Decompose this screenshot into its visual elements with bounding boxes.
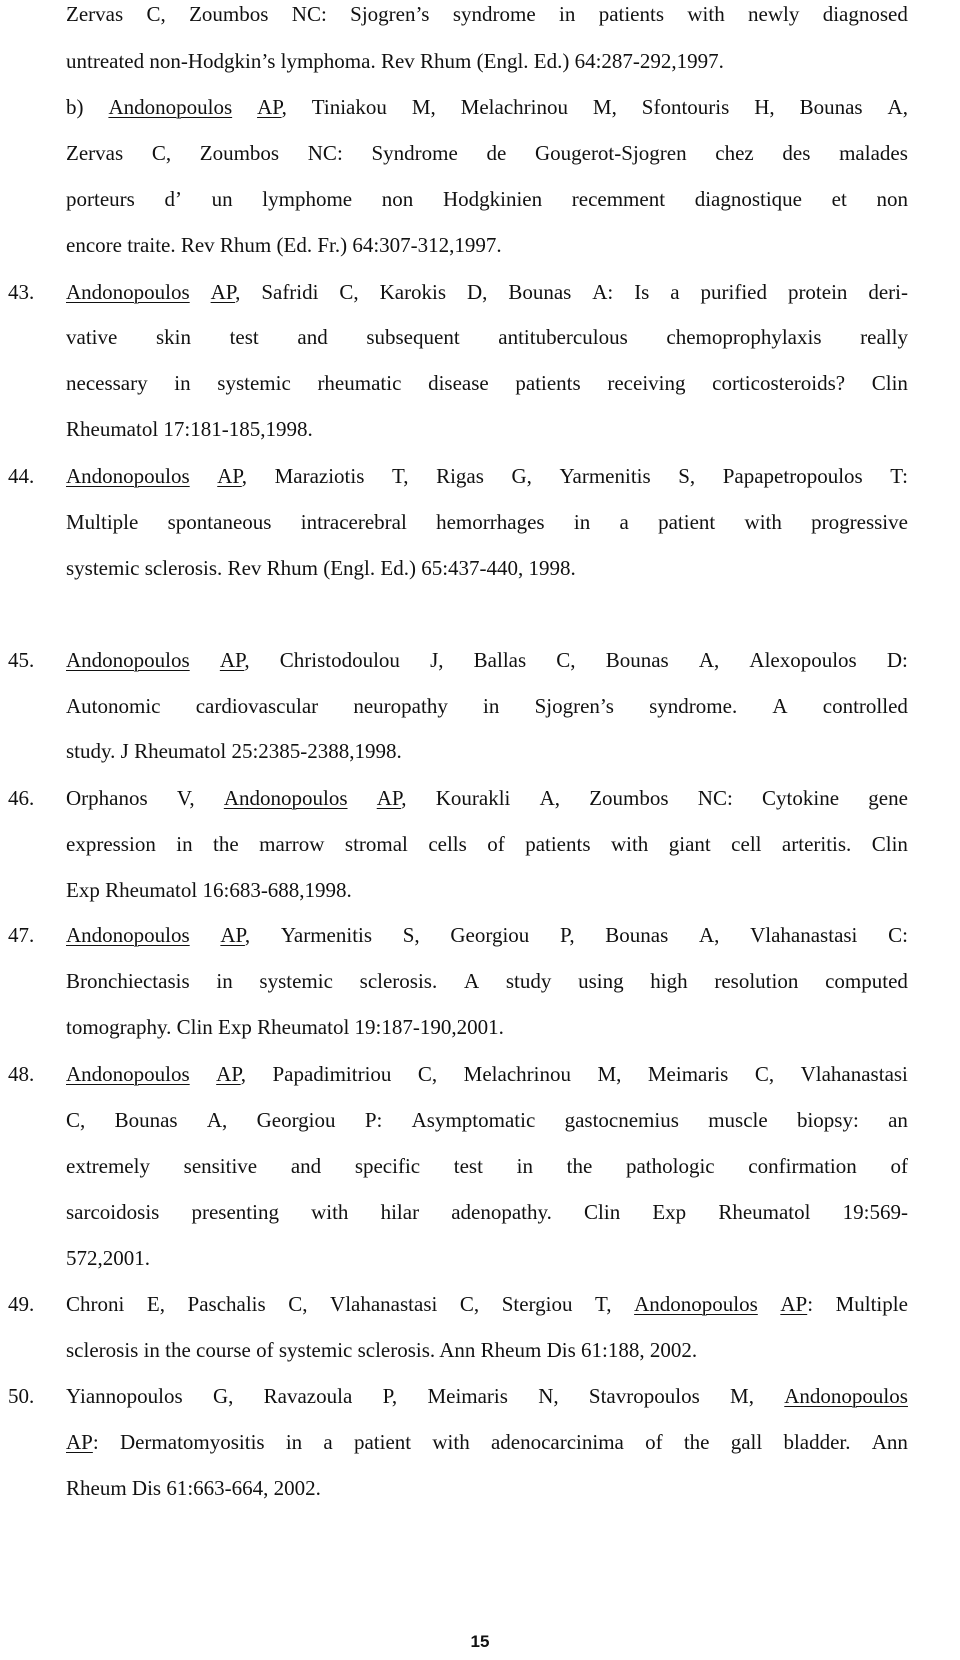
word: Meimaris: [647, 1062, 729, 1086]
word: T,: [391, 464, 409, 488]
word: AP:: [780, 1292, 814, 1316]
word: Bounas: [508, 280, 572, 304]
word: Stavropoulos: [588, 1384, 700, 1408]
author-highlight: AP: [780, 1292, 808, 1316]
word: P,: [382, 1384, 398, 1408]
word: of: [645, 1430, 663, 1454]
word: C,: [339, 280, 359, 304]
word: confirmation: [748, 1154, 857, 1178]
author-highlight: Andonopoulos: [784, 1384, 908, 1408]
reference-line: encore traite. Rev Rhum (Ed. Fr.) 64:307-312,1997.: [66, 233, 502, 257]
word: stromal: [344, 832, 408, 856]
word: J,: [430, 648, 444, 672]
word: vative: [66, 325, 118, 349]
reference-line: [66, 371, 908, 395]
word: Vlahanastasi: [800, 1062, 908, 1086]
reference-number: 50.: [8, 1384, 35, 1408]
author-highlight: AP: [257, 95, 282, 119]
word: NC:: [307, 141, 343, 165]
word: patient: [353, 1430, 412, 1454]
author-highlight: AP: [220, 923, 245, 947]
word: P,: [560, 923, 575, 947]
word: Hodgkinien: [442, 187, 543, 211]
word: Multiple: [835, 1292, 908, 1316]
word: in: [516, 1154, 533, 1178]
reference-line: Exp Rheumatol 16:683-688,1998.: [66, 878, 352, 902]
word: Cytokine: [762, 786, 840, 810]
word: Asymptomatic: [411, 1108, 536, 1132]
word: C,: [151, 141, 172, 165]
word: Zervas: [66, 141, 124, 165]
word: M,: [730, 1384, 754, 1408]
reference-line: [66, 786, 908, 810]
word: in: [559, 2, 576, 26]
reference-number: 44.: [8, 464, 35, 488]
word: study: [505, 969, 552, 993]
word: cell: [731, 832, 762, 856]
word: Sjogren’s: [534, 694, 614, 718]
reference-number: 43.: [8, 280, 35, 304]
reference-line: tomography. Clin Exp Rheumatol 19:187-190,2001.: [66, 1015, 504, 1039]
reference-line: [66, 648, 908, 672]
word: Melachrinou: [463, 1062, 571, 1086]
word: Chroni: [66, 1292, 125, 1316]
word: A,: [539, 786, 561, 810]
word: A:: [592, 280, 614, 304]
word: Ravazoula: [263, 1384, 353, 1408]
reference-line: [66, 280, 908, 304]
author-highlight: AP: [219, 648, 245, 672]
reference-line: [66, 510, 908, 534]
word: AP,: [376, 786, 407, 810]
author-highlight: Andonopoulos: [66, 923, 190, 947]
word: AP,: [220, 923, 251, 947]
word: with: [311, 1200, 349, 1224]
word: Vlahanastasi: [750, 923, 858, 947]
word: marrow: [259, 832, 325, 856]
word: AP,: [216, 1062, 246, 1086]
word: adenocarcinima: [490, 1430, 624, 1454]
word: de: [486, 141, 507, 165]
word: AP,: [219, 648, 250, 672]
word: Autonomic: [66, 694, 161, 718]
word: Papadimitriou: [272, 1062, 392, 1086]
word: S,: [678, 464, 696, 488]
word: sensitive: [183, 1154, 258, 1178]
word: specific: [354, 1154, 421, 1178]
reference-line: [66, 1154, 908, 1178]
reference-number: 49.: [8, 1292, 35, 1316]
reference-line: [66, 464, 908, 488]
word: an: [888, 1108, 908, 1132]
word: et: [831, 187, 847, 211]
reference-line: study. J Rheumatol 25:2385-2388,1998.: [66, 739, 402, 763]
word: patients: [515, 371, 581, 395]
author-highlight: Andonopoulos: [66, 280, 190, 304]
reference-line: [66, 969, 908, 993]
word: [66, 464, 190, 488]
author-highlight: AP: [216, 1062, 241, 1086]
word: 19:569-: [842, 1200, 908, 1224]
word: resolution: [714, 969, 799, 993]
word: C,: [146, 2, 166, 26]
word: Multiple: [66, 510, 139, 534]
word: Kourakli: [435, 786, 511, 810]
word: gastocnemius: [564, 1108, 679, 1132]
word: Yiannopoulos: [66, 1384, 183, 1408]
word: adenopathy.: [451, 1200, 552, 1224]
reference-line: [66, 141, 908, 165]
word: in: [483, 694, 500, 718]
word: A,: [698, 923, 720, 947]
word: Melachrinou: [460, 95, 568, 119]
word: Ballas: [473, 648, 527, 672]
word: gall: [730, 1430, 763, 1454]
reference-line: [66, 1430, 908, 1454]
word: Yarmenitis: [280, 923, 373, 947]
reference-line: [66, 832, 908, 856]
word: AP,: [217, 464, 248, 488]
word: M,: [597, 1062, 622, 1086]
word: cells: [428, 832, 467, 856]
word: subsequent: [366, 325, 460, 349]
word: muscle: [708, 1108, 768, 1132]
author-highlight: Andonopoulos: [66, 1062, 190, 1086]
word: Dermatomyositis: [119, 1430, 265, 1454]
word: Stergiou: [501, 1292, 573, 1316]
word: S,: [402, 923, 420, 947]
reference-line: Rheum Dis 61:663-664, 2002.: [66, 1476, 321, 1500]
word: E,: [146, 1292, 165, 1316]
reference-line: [66, 2, 908, 26]
word: Meimaris: [427, 1384, 508, 1408]
reference-line: untreated non-Hodgkin’s lymphoma. Rev Rhum (Engl. Ed.) 64:287-292,1997.: [66, 49, 724, 73]
word: chemoprophylaxis: [666, 325, 822, 349]
word: A: [463, 969, 480, 993]
word: newly: [748, 2, 800, 26]
word: progressive: [811, 510, 908, 534]
word: and: [290, 1154, 322, 1178]
word: using: [578, 969, 624, 993]
word: test: [229, 325, 259, 349]
word: A,: [887, 95, 908, 119]
word: Clin: [584, 1200, 621, 1224]
word: disease: [428, 371, 489, 395]
word: malades: [839, 141, 908, 165]
word: [634, 1292, 758, 1316]
word: Bounas: [114, 1108, 178, 1132]
word: Christodoulou: [279, 648, 400, 672]
author-highlight: Andonopoulos: [108, 95, 233, 119]
reference-line: [66, 694, 908, 718]
word: un: [211, 187, 233, 211]
word: NC:: [291, 2, 327, 26]
word: NC:: [697, 786, 733, 810]
word: bladder.: [783, 1430, 851, 1454]
word: non: [876, 187, 908, 211]
word: patient: [658, 510, 716, 534]
word: test: [453, 1154, 483, 1178]
reference-number: 47.: [8, 923, 35, 947]
word: Paschalis: [187, 1292, 266, 1316]
word: [66, 1062, 190, 1086]
author-highlight: AP: [217, 464, 242, 488]
word: des: [782, 141, 811, 165]
word: M,: [411, 95, 436, 119]
author-highlight: Andonopoulos: [634, 1292, 758, 1316]
reference-line: [66, 95, 908, 119]
word: giant: [668, 832, 711, 856]
word: in: [216, 969, 233, 993]
word: diagnosed: [822, 2, 908, 26]
word: syndrome.: [649, 694, 738, 718]
word: spontaneous: [167, 510, 272, 534]
reference-line: [66, 1108, 908, 1132]
reference-number: 46.: [8, 786, 35, 810]
word: hemorrhages: [436, 510, 545, 534]
word: Tiniakou: [311, 95, 387, 119]
word: with: [687, 2, 725, 26]
word: a: [619, 510, 629, 534]
word: recemment: [571, 187, 666, 211]
word: A,: [698, 648, 720, 672]
word: skin: [155, 325, 191, 349]
word: Zoumbos: [589, 786, 669, 810]
word: computed: [825, 969, 908, 993]
word: gene: [868, 786, 908, 810]
word: D,: [467, 280, 488, 304]
word: systemic: [217, 371, 291, 395]
word: Maraziotis: [274, 464, 365, 488]
word: Vlahanastasi: [330, 1292, 438, 1316]
word: Rigas: [436, 464, 484, 488]
word: Bounas: [605, 923, 669, 947]
word: Exp: [652, 1200, 687, 1224]
word: [108, 95, 232, 119]
word: protein: [787, 280, 848, 304]
word: P:: [364, 1108, 383, 1132]
word: in: [285, 1430, 303, 1454]
word: Safridi: [261, 280, 319, 304]
word: A: [772, 694, 788, 718]
word: C,: [556, 648, 576, 672]
word: receiving: [607, 371, 686, 395]
word: AP,: [210, 280, 241, 304]
reference-line: [66, 1384, 908, 1408]
word: the: [566, 1154, 593, 1178]
word: of: [487, 832, 505, 856]
author-highlight: Andonopoulos: [66, 648, 190, 672]
word: M,: [592, 95, 617, 119]
word: and: [297, 325, 328, 349]
word: d’: [164, 187, 182, 211]
word: N,: [538, 1384, 559, 1408]
word: sclerosis.: [359, 969, 438, 993]
word: the: [683, 1430, 710, 1454]
word: [66, 923, 190, 947]
word: arteritis.: [781, 832, 852, 856]
word: T,: [595, 1292, 612, 1316]
word: G,: [212, 1384, 234, 1408]
word: Syndrome: [371, 141, 458, 165]
word: C,: [66, 1108, 86, 1132]
word: [224, 786, 348, 810]
word: controlled: [822, 694, 908, 718]
word: C:: [888, 923, 908, 947]
word: chez: [715, 141, 754, 165]
word: extremely: [66, 1154, 150, 1178]
word: necessary: [66, 371, 148, 395]
word: lymphome: [262, 187, 353, 211]
word: corticosteroids?: [712, 371, 846, 395]
author-highlight: AP: [376, 786, 402, 810]
reference-number: 48.: [8, 1062, 35, 1086]
reference-line: [66, 1062, 908, 1086]
word: presenting: [191, 1200, 279, 1224]
word: Sjogren’s: [350, 2, 430, 26]
word: patients: [598, 2, 665, 26]
word: with: [432, 1430, 470, 1454]
reference-line: sclerosis in the course of systemic sclerosis. Ann Rheum Dis 61:188, 2002.: [66, 1338, 698, 1362]
word: H,: [754, 95, 775, 119]
word: pathologic: [625, 1154, 715, 1178]
word: in: [176, 832, 193, 856]
author-highlight: AP: [210, 280, 236, 304]
word: Georgiou: [256, 1108, 336, 1132]
word: D:: [886, 648, 908, 672]
word: Rheumatol: [718, 1200, 811, 1224]
word: porteurs: [66, 187, 135, 211]
word: syndrome: [452, 2, 536, 26]
reference-line: systemic sclerosis. Rev Rhum (Engl. Ed.) 65:437-440, 1998.: [66, 556, 576, 580]
word: with: [610, 832, 649, 856]
word: purified: [700, 280, 768, 304]
word: [66, 648, 190, 672]
word: Clin: [871, 832, 908, 856]
reference-line: Rheumatol 17:181-185,1998.: [66, 417, 313, 441]
word: A,: [206, 1108, 228, 1132]
word: G,: [511, 464, 532, 488]
word: Bounas: [799, 95, 863, 119]
reference-line: [66, 923, 908, 947]
author-highlight: Andonopoulos: [66, 464, 190, 488]
word: of: [890, 1154, 908, 1178]
reference-line: [66, 1200, 908, 1224]
word: Zoumbos: [189, 2, 269, 26]
word: C,: [754, 1062, 775, 1086]
word: in: [573, 510, 591, 534]
reference-line: [66, 187, 908, 211]
word: C,: [417, 1062, 438, 1086]
word: expression: [66, 832, 156, 856]
word: C,: [288, 1292, 308, 1316]
word: antituberculous: [498, 325, 628, 349]
word: Karokis: [379, 280, 447, 304]
word: rheumatic: [317, 371, 402, 395]
word: Bounas: [605, 648, 669, 672]
word: Zervas: [66, 2, 124, 26]
word: Georgiou: [450, 923, 530, 947]
word: [66, 280, 190, 304]
word: T:: [890, 464, 908, 488]
word: C,: [459, 1292, 480, 1316]
word: diagnostique: [694, 187, 803, 211]
word: high: [650, 969, 688, 993]
word: the: [213, 832, 239, 856]
word: Gougerot-Sjogren: [534, 141, 687, 165]
word: Yarmenitis: [559, 464, 651, 488]
word: Zoumbos: [199, 141, 280, 165]
word: non: [381, 187, 414, 211]
word: biopsy:: [796, 1108, 859, 1132]
reference-line: 572,2001.: [66, 1246, 150, 1270]
reference-number: 45.: [8, 648, 35, 672]
word: neuropathy: [353, 694, 448, 718]
word: Ann: [871, 1430, 908, 1454]
author-highlight: AP: [66, 1430, 93, 1454]
word: cardiovascular: [195, 694, 319, 718]
author-highlight: Andonopoulos: [223, 786, 348, 810]
word: V,: [176, 786, 195, 810]
word: deri-: [868, 280, 908, 304]
reference-line: [66, 325, 908, 349]
word: Bronchiectasis: [66, 969, 190, 993]
word: b): [66, 95, 84, 119]
word: Clin: [871, 371, 908, 395]
word: intracerebral: [300, 510, 407, 534]
word: sarcoidosis: [66, 1200, 160, 1224]
word: with: [744, 510, 782, 534]
word: Is: [634, 280, 650, 304]
word: Papapetropoulos: [722, 464, 863, 488]
reference-line: [66, 1292, 908, 1316]
word: [784, 1384, 908, 1408]
word: systemic: [259, 969, 333, 993]
word: AP,: [257, 95, 287, 119]
word: hilar: [380, 1200, 420, 1224]
word: Orphanos: [66, 786, 148, 810]
word: a: [670, 280, 680, 304]
page-number: 15: [470, 1632, 490, 1651]
word: really: [860, 325, 908, 349]
word: in: [174, 371, 191, 395]
word: Alexopoulos: [749, 648, 857, 672]
word: Sfontouris: [641, 95, 730, 119]
word: AP:: [66, 1430, 99, 1454]
word: patients: [525, 832, 591, 856]
word: a: [323, 1430, 333, 1454]
